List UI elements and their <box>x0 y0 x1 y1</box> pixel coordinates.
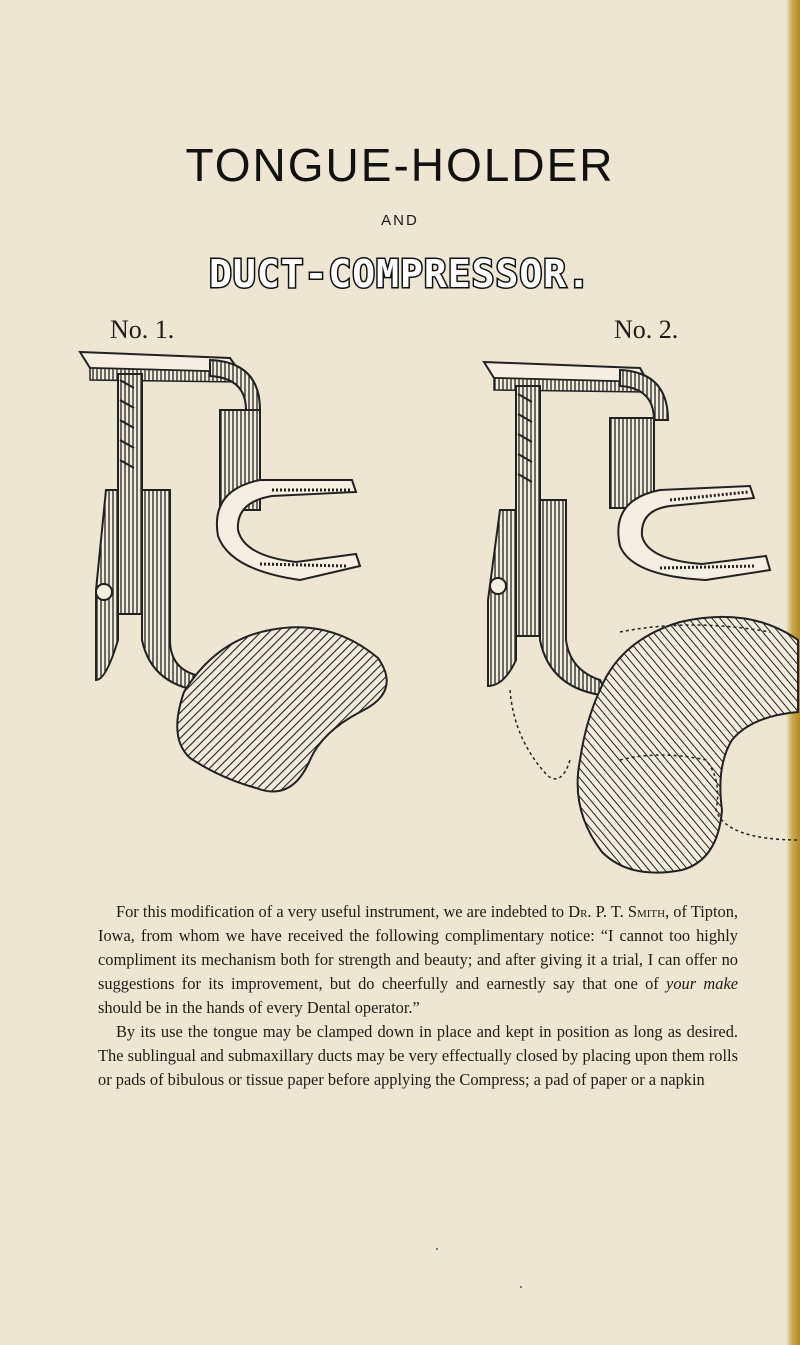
doctor-name: Dr. P. T. Smith <box>568 902 666 921</box>
figure-1-label: No. 1. <box>110 315 175 344</box>
body-text <box>98 900 738 1092</box>
paragraph-2: By its use the tongue may be clamped down in place and kept in position as long as desired. The sublingual and submaxillary ducts may be very effectually closed by placing upon them rolls or pads of bibulous or tissue paper before applying the Compress; a pad of paper or a napkin <box>98 1022 738 1089</box>
paragraph-1-part-3: should be in the hands of every Dental operator.” <box>98 998 420 1017</box>
emphasis-your-make: your make <box>666 974 738 993</box>
speck <box>520 1286 522 1288</box>
figure-2-illustration <box>470 340 800 880</box>
speck <box>436 1248 438 1250</box>
figure-1-illustration <box>60 340 420 800</box>
paragraph-1-part-1: For this modification of a very useful instrument, we are indebted to <box>116 902 569 921</box>
paragraph-1-part-2: , of Tipton, Iowa, from whom we have received the following complimentary notice: “I cannot too highly compliment its mechanism both for strength and beauty; and after giving it a trial, I can offer no suggestions for its improvement, but do cheerfully and earnestly say that one of <box>98 902 738 993</box>
title-conjunction: AND <box>381 212 419 229</box>
paragraph-1 <box>98 900 738 1020</box>
figure-2-label: No. 2. <box>614 315 679 344</box>
page-subtitle: DUCT-COMPRESSOR. <box>208 252 592 296</box>
page-title: TONGUE-HOLDER <box>185 139 615 191</box>
